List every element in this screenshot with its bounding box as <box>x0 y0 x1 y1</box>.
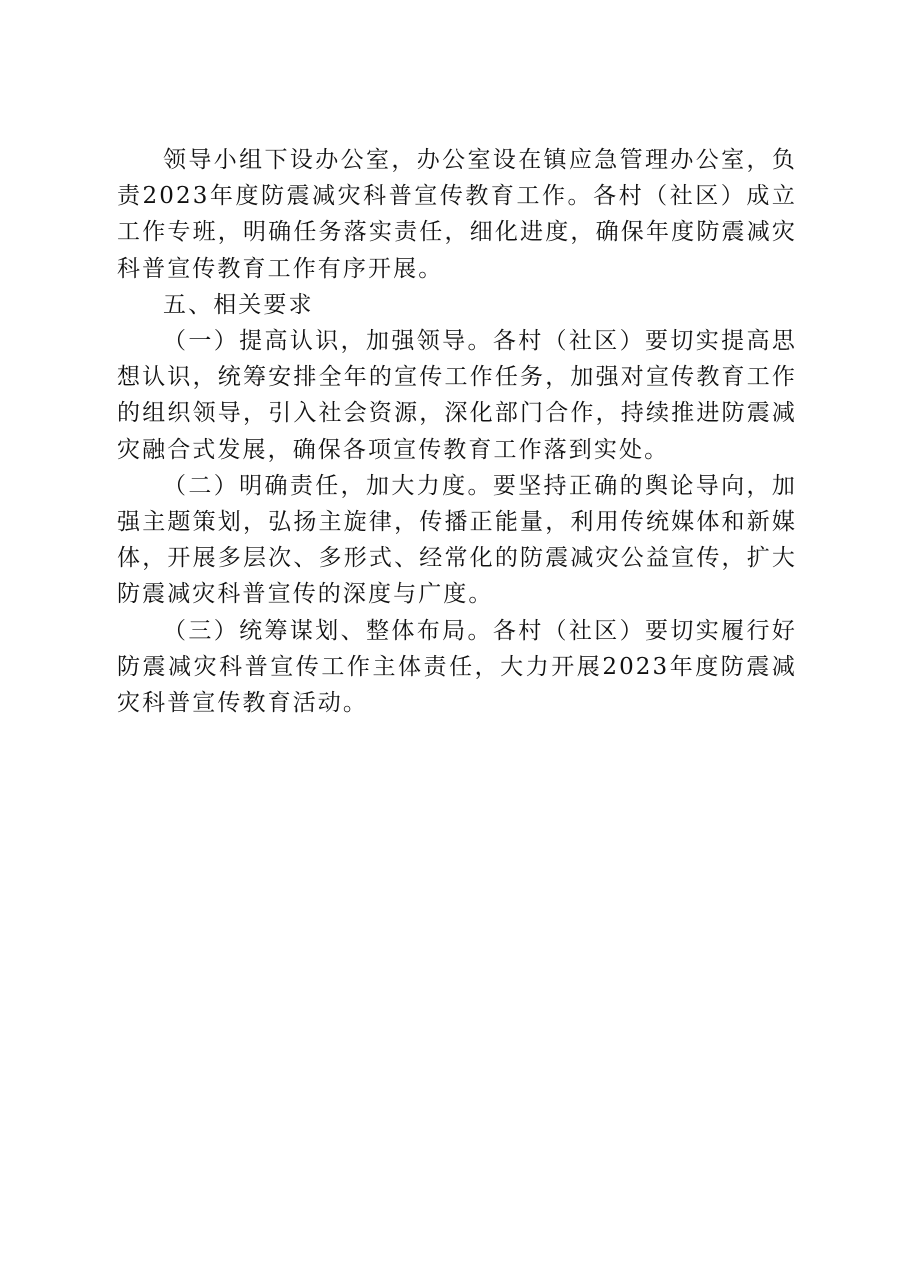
document-body <box>117 142 797 721</box>
paragraph-requirement-2: （二）明确责任，加大力度。要坚持正确的舆论导向，加强主题策划，弘扬主旋律，传播正能量，利用传统媒体和新媒体，开展多层次、多形式、经常化的防震减灾公益宣传，扩大防震减灾科普宣传的深度与广度。 <box>117 472 797 608</box>
section-heading-requirements: 五、相关要求 <box>163 291 314 318</box>
paragraph-office-setup: 领导小组下设办公室，办公室设在镇应急管理办公室，负责2023年度防震减灾科普宣传教育工作。各村（社区）成立工作专班，明确任务落实责任，细化进度，确保年度防震减灾科普宣传教育工作有序开展。 <box>117 147 797 282</box>
paragraph-requirement-1: （一）提高认识，加强领导。各村（社区）要切实提高思想认识，统筹安排全年的宣传工作任务，加强对宣传教育工作的组织领导，引入社会资源，深化部门合作，持续推进防震减灾融合式发展，确保各项宣传教育工作落到实处。 <box>117 328 797 463</box>
paragraph-requirement-3: （三）统筹谋划、整体布局。各村（社区）要切实履行好防震减灾科普宣传工作主体责任，大力开展2023年度防震减灾科普宣传教育活动。 <box>117 617 797 717</box>
